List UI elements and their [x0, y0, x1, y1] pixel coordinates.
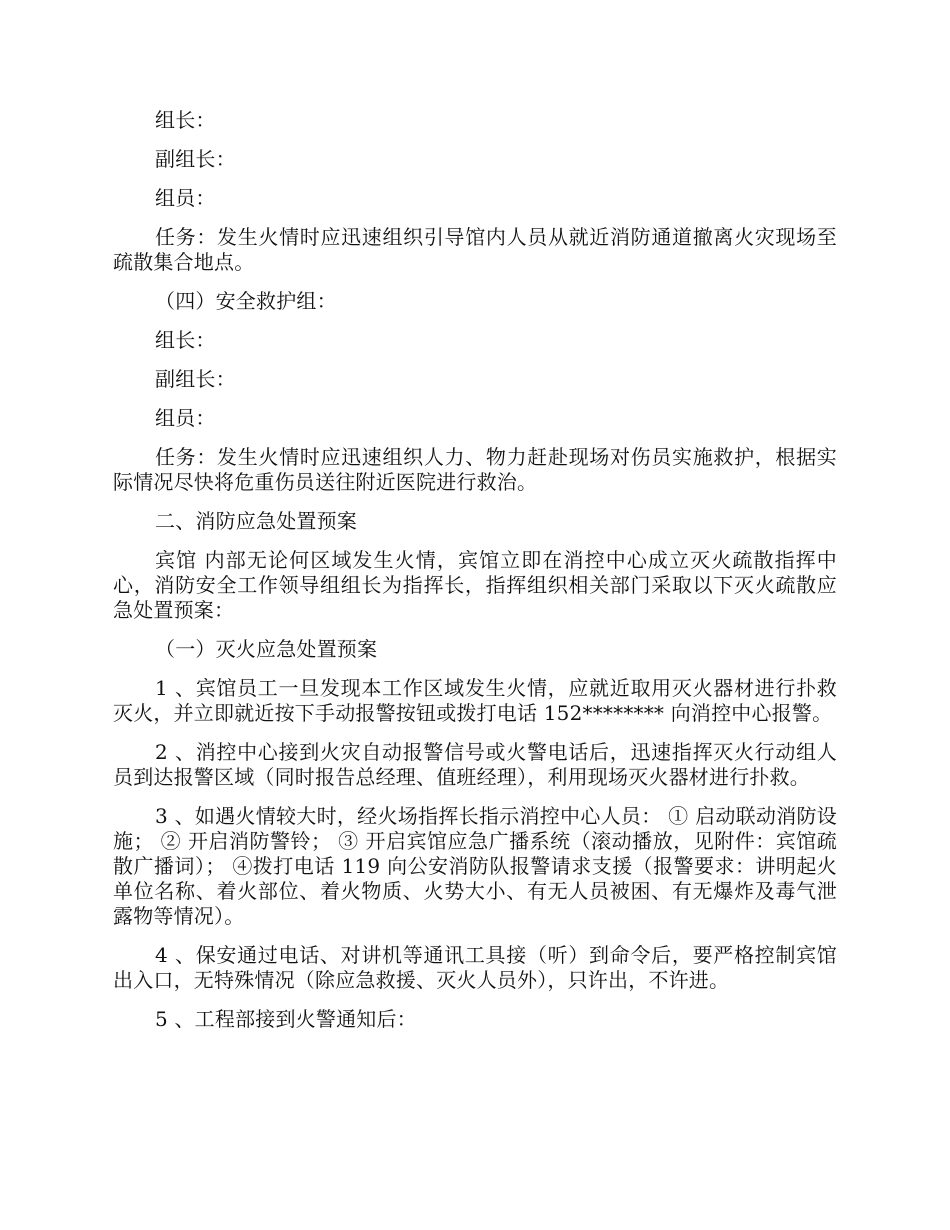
paragraph-rescue-group-leader: 组长：: [155, 328, 216, 352]
paragraph-plan-intro: 宾馆 内部无论何区域发生火情，宾馆立即在消控中心成立灭火疏散指挥中心，消防安全工作领导组组长为指挥长，指挥组织相关部门采取以下灭火疏散应急处置预案：: [113, 548, 837, 622]
heading-firefighting-plan: （一）灭火应急处置预案: [155, 637, 378, 661]
document-page: [113, 108, 837, 1046]
heading-rescue-group: （四）安全救护组：: [155, 289, 337, 313]
paragraph-step-3: 3 、如遇火情较大时，经火场指挥长指示消控中心人员： ① 启动联动消防设施； ② 开启消防警铃； ③ 开启宾馆应急广播系统（滚动播放，见附件：宾馆疏散广播词）； ④拨打电话 119 向公安消防队报警请求支援（报警要求：讲明起火单位名称、着火部位、着火物质、火势大小、有无人员被困、有无爆炸及毒气泄露物等情况）。: [113, 804, 837, 928]
paragraph-evacuation-task: 任务：发生火情时应迅速组织引导馆内人员从就近消防通道撤离火灾现场至疏散集合地点。: [113, 225, 837, 274]
paragraph-group-leader: 组长：: [155, 108, 216, 132]
heading-emergency-plan: 二、消防应急处置预案: [155, 509, 357, 533]
paragraph-step-2: 2 、消控中心接到火灾自动报警信号或火警电话后，迅速指挥灭火行动组人员到达报警区域（同时报告总经理、值班经理），利用现场灭火器材进行扑救。: [113, 740, 837, 789]
paragraph-step-1: 1 、宾馆员工一旦发现本工作区域发生火情，应就近取用灭火器材进行扑救灭火，并立即就近按下手动报警按钮或拨打电话 152******** 向消控中心报警。: [113, 676, 837, 725]
paragraph-step-4: 4 、保安通过电话、对讲机等通讯工具接（听）到命令后，要严格控制宾馆出入口，无特殊情况（除应急救援、灭火人员外），只许出，不许进。: [113, 943, 837, 992]
paragraph-rescue-deputy-leader: 副组长：: [155, 367, 236, 391]
paragraph-rescue-members: 组员：: [155, 406, 216, 430]
paragraph-rescue-task: 任务：发生火情时应迅速组织人力、物力赶赴现场对伤员实施救护，根据实际情况尽快将危重伤员送往附近医院进行救治。: [113, 445, 837, 494]
paragraph-deputy-group-leader: 副组长：: [155, 147, 236, 171]
paragraph-group-members: 组员：: [155, 186, 216, 210]
paragraph-step-5: 5 、工程部接到火警通知后：: [155, 1007, 417, 1031]
